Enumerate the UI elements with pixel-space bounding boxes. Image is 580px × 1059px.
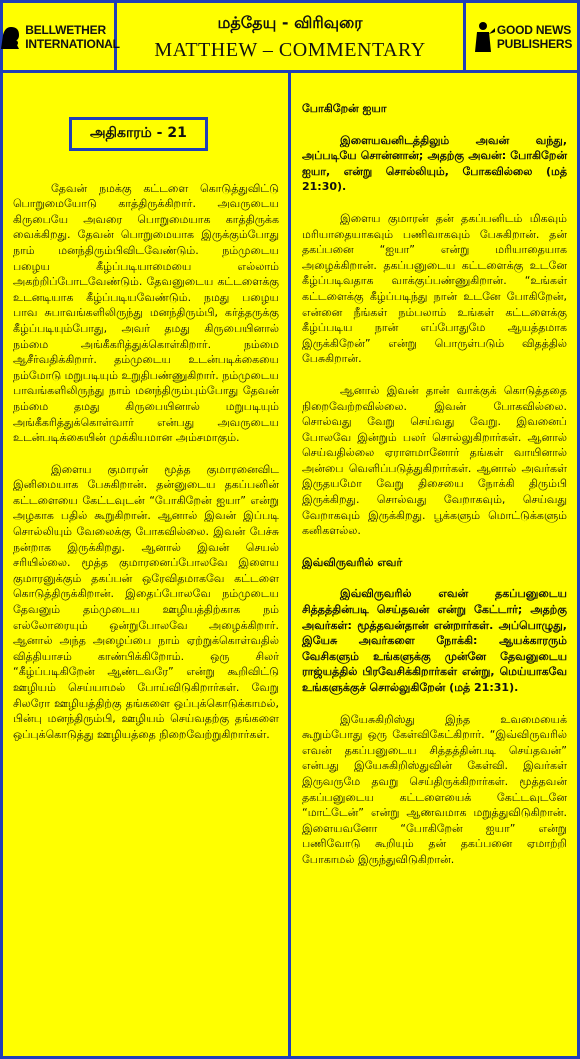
left-logo-line1: BELLWETHER [25,22,106,37]
section-heading-1: போகிறேன் ஐயா [302,102,387,115]
good-news-logo [463,3,577,70]
section-heading-2: இவ்விருவரில் எவர் [302,555,403,569]
title-english: MATTHEW – COMMENTARY [154,39,426,61]
left-paragraph-2: இளைய குமாரன் மூத்த குமாரனைவிட இனிமையாக பேசுகிறான். தன்னுடைய தகப்பனின் கட்டளையை கேட்டவுடன் “போகிறேன் ஐயா” என்று அழகாக பதில் கூறுகிறான். ஆனால் இவன் இப்படி சொல்லியும் வேலைக்கு போகவில்லை. இவன் பேச்சு நன்றாக இருக்கிறது. ஆனால் இவன் செயல் சரியில்லை. மூத்த குமாரனைப்போலவே இளைய குமாரனுக்கும் தகப்பன் ஒரேவிதமாகவே கட்டளை கொடுத்திருக்கிறான். இதைப்போலவே நம்முடைய தேவனும் தம்முடைய ஊழியத்திற்காக நம் எல்லோரையும் ஒன்றுபோலவே அழைக்கிறார். ஆனால் அந்த அழைப்பை நாம் ஏற்றுக்கொள்வதில் வித்தியாசம் காண்பிக்கிறோம். ஒரு சிலர் “கீழ்ப்படிகிறேன் ஆண்டவரே” என்று கூறிவிட்டு ஊழியம் செய்யாமல் போய்விடுகிறார்கள். வேறு சிலரோ ஊழியத்திற்கு தங்களை ஒப்புக்கொடுக்காமல், பின்பு மனந்திரும்பி, ஊழியம் செய்வதற்கு தங்களை ஒப்புக்கொடுத்து ஊழியத்தை நிறைவேற்றுகிறார்கள். [13,462,279,741]
ram-icon [0,21,23,53]
left-logo-line2: INTERNATIONAL [25,36,120,51]
right-column [302,73,567,884]
title-block [117,3,463,70]
verse-quote-1: இளையவனிடத்திலும் அவன் வந்து, அப்படியே சொன்னான்; அதற்கு அவன்: போகிறேன் ஐயா, என்று சொல்லியும், போகவில்லை (மத் 21:30). [302,133,567,194]
right-paragraph-3: இயேசுகிறிஸ்து இந்த உவமையைக் கூறும்போது ஒரு கேள்விகேட்கிறார். “இவ்விருவரில் எவன் தகப்பனுடைய சித்தத்தின்படி செய்தவன்” என்பது இயேசுகிறிஸ்துவின் கேள்வி. இவர்கள் இருவருமே தவறு செய்திருக்கிறார்கள். மூத்தவன் தகப்பனுடைய கட்டளையைக் கேட்டவுடனே “மாட்டேன்” என்று ஆணவமாக மறுத்துவிடுகிறான். இளையவனோ “போகிறேன் ஐயா” என்று பணிவோடு கூறியும் தன் தகப்பனை ஏமாற்றி போகாமல் இருந்துவிடுகிறான். [302,712,567,866]
right-logo-line2: PUBLISHERS [496,36,573,51]
left-column [13,73,279,758]
right-logo-line1: GOOD NEWS [496,22,572,37]
header [3,3,577,73]
title-tamil: மத்தேயு - விரிவுரை [217,13,363,32]
herald-icon [471,20,495,54]
verse-quote-2: இவ்விருவரில் எவன் தகப்பனுடைய சித்தத்தின்படி செய்தவன் என்று கேட்டார்; அதற்கு அவர்கள்: மூத்தவன்தான் என்றார்கள். அப்பொழுது, இயேசு அவர்களை நோக்கி: ஆயக்காரரும் வேசிகளும் உங்களுக்கு முன்னே தேவனுடைய ராஜ்யத்தில் பிரவேசிக்கிறார்கள் என்று, மெய்யாகவே உங்களுக்குச் சொல்லுகிறேன் (மத் 21:31). [302,587,567,694]
right-paragraph-2: ஆனால் இவன் தான் வாக்குக் கொடுத்ததை நிறைவேற்றவில்லை. இவன் போகவில்லை. சொல்வது வேறு செய்வது வேறு. இவனைப் போலவே இன்றும் பலர் சொல்லுகிறார்கள். ஆனால் செய்வதில்லை ஏராளமானோர் தங்கள் வாயினால் அன்பை வெளிப்படுத்துகிறார்கள். ஆனால் அவர்கள் இருதயமோ வேறு திசையை நோக்கி திரும்பி இருக்கிறது. சொல்வது வேறாகவும், செய்வது வேறாகவும் இருக்கிறது. பூக்களும் மொட்டுக்களும் கனிகளல்ல. [302,383,567,538]
left-paragraph-1: தேவன் நமக்கு கட்டளை கொடுத்துவிட்டு பொறுமையோடு காத்திருக்கிறார். அவருடைய கிருபையே அவரை பொறுமையாக காத்திருக்க வைக்கிறது. தேவன் பொறுமையாக இருக்கும்போது நாம் மனந்திரும்பிவிடவேண்டும். நம்முடைய பழைய கீழ்ப்படியாமையை எல்லாம் அகற்றிப்போடவேண்டும். தேவனுடைய கட்டளைக்கு உடனடியாக கீழ்ப்படியவேண்டும். நமது பழைய பாவ சுபாவங்களிலிருந்து மனந்திரும்பி, கர்த்தருக்கு கீழ்ப்படியும்போது, அவர் தமது கிருபையினால் நம்மை அங்கீகரித்துக்கொள்கிறார். நம்மை ஆசீர்வதிக்கிறார். தம்முடைய உடன்படிக்கையை நம்மோடு மறுபடியும் உறுதிபண்ணுகிறார். நம்முடைய பாவங்களிலிருந்து நாம் மனந்திரும்பும்போது தேவன் நம்மை தமது கிருபையினால் மறுபடியும் அங்கீகரித்துக்கொள்வார் என்பது அவருடைய உடன்படிக்கையின் முக்கியமான அம்சமாகும். [13,181,279,445]
right-paragraph-1: இளைய குமாரன் தன் தகப்பனிடம் மிகவும் மரியாதையாகவும் பணிவாகவும் பேசுகிறான். தன் தகப்பனை “ஐயா” என்று மரியாதையாக அழைக்கிறான். தகப்பனுடைய கட்டளைக்கு உடனே கீழ்ப்படிவதாக வாக்குப்பண்ணுகிறான். “உங்கள் கட்டளைக்கு கீழ்ப்படிந்து நான் உடனே போகிறேன், என்னை நீங்கள் நம்பலாம் உங்கள் கட்டளைக்கு கீழ்ப்படிய நான் எப்போதுமே ஆயத்தமாக இருக்கிறேன்” என்று பொருள்படும் விதத்தில் பேசுகிறான். [302,211,567,366]
column-divider [288,73,291,1056]
chapter-label: அதிகாரம் - 21 [69,117,208,151]
bellwether-logo [3,3,120,70]
